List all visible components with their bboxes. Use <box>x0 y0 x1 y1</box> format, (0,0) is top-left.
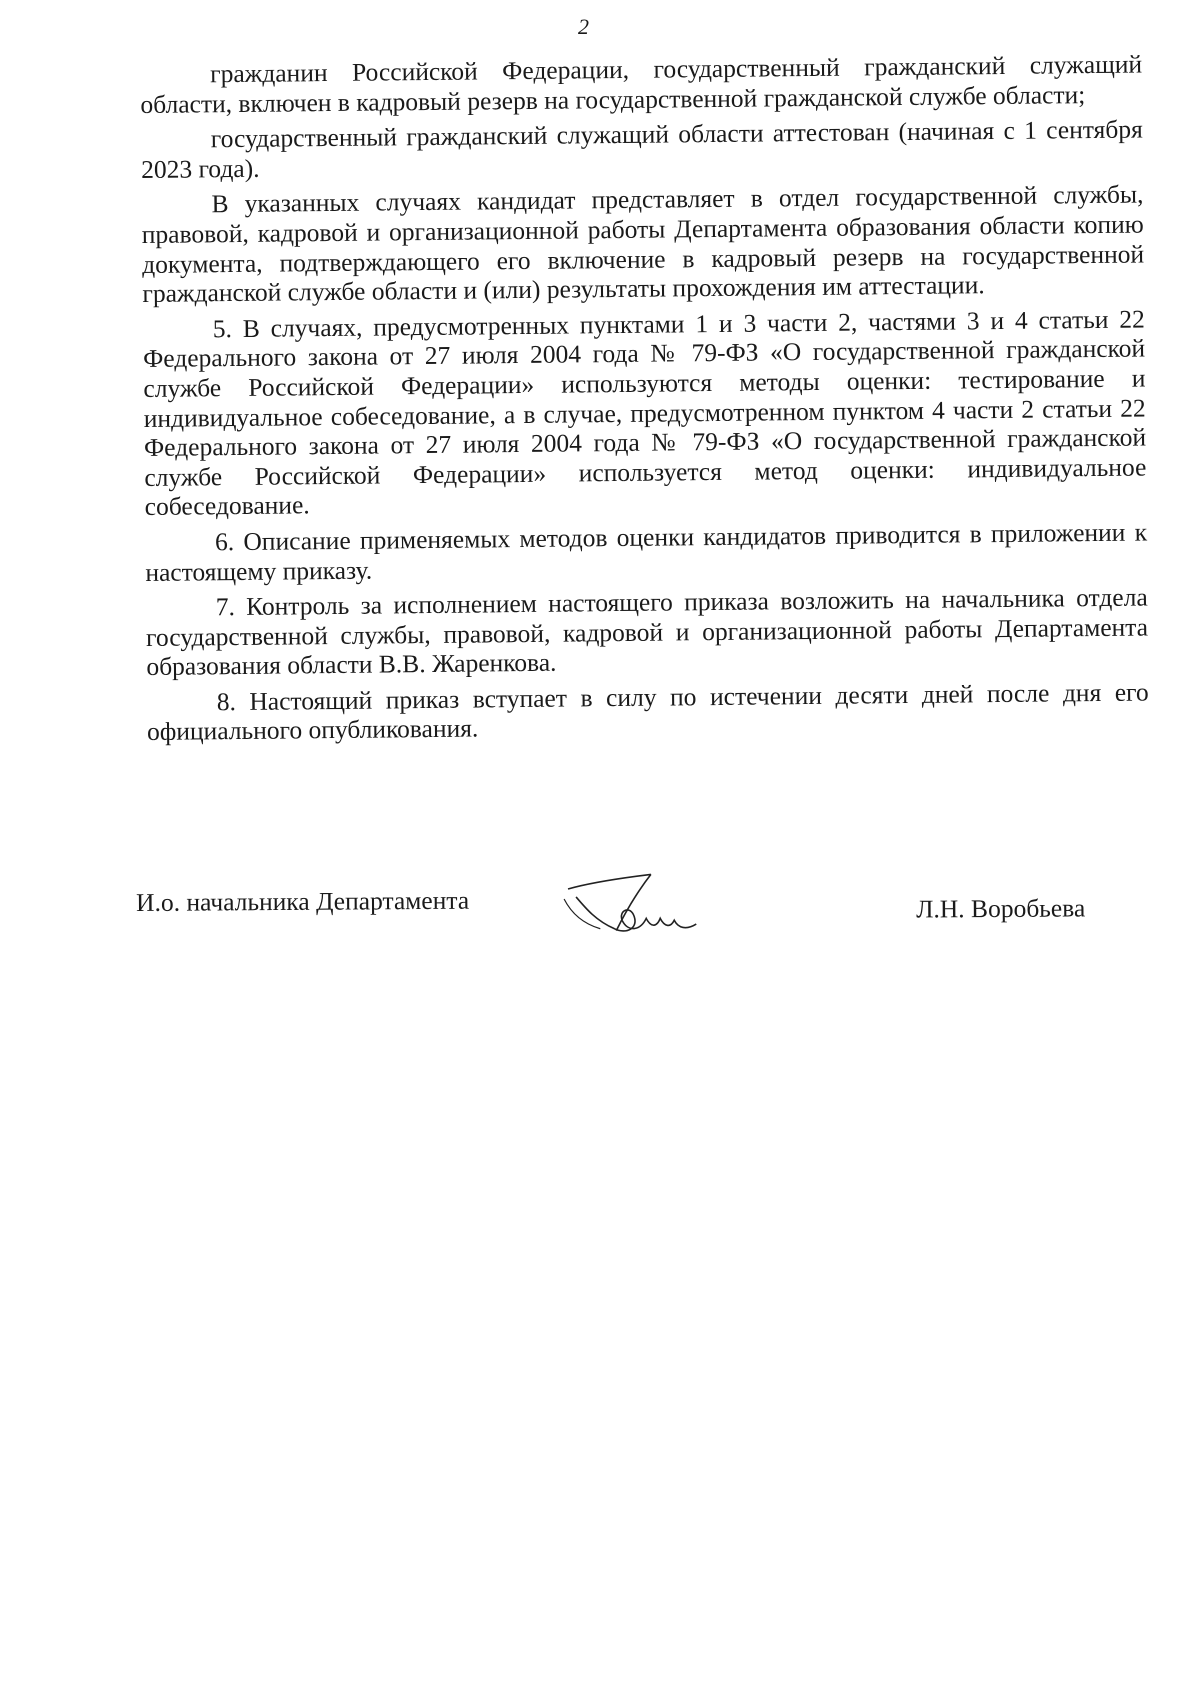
paragraph-1: гражданин Российской Федерации, государственный гражданский служащий области, включен в кадровый резерв на государственной гражданской службе области; <box>140 49 1143 119</box>
document-body <box>140 50 1149 754</box>
paragraph-6: 7. Контроль за исполнением настоящего приказа возложить на начальника отдела государственной службы, правовой, кадровой и организационной работы Департамента образования области В.В. Жаренкова. <box>145 582 1149 682</box>
paragraph-4: 5. В случаях, предусмотренных пунктами 1 и 3 части 2, частями 3 и 4 статьи 22 Федерального закона от 27 июля 2004 года № 79-ФЗ «О государственной гражданской службе Российской Федерации» используются методы оценки: тестирование и индивидуальное собеседование, а в случае, предусмотренном пунктом 4 части 2 статьи 22 Федерального закона от 27 июля 2004 года № 79-ФЗ «О государственной гражданской службе Российской Федерации» используется метод оценки: индивидуальное собеседование. <box>142 304 1147 522</box>
handwritten-signature <box>556 848 707 949</box>
signatory-title: И.о. начальника Департамента <box>136 885 470 917</box>
paragraph-5: 6. Описание применяемых методов оценки кандидатов приводится в приложении к настоящему приказу. <box>145 517 1148 587</box>
page-number: 2 <box>578 14 590 39</box>
paragraph-3: В указанных случаях кандидат представляет в отдел государственной службы, правовой, кадровой и организационной работы Департамента образования области копию документа, подтверждающего его включение в кадровый резерв на государственной гражданской службе области и (или) результаты прохождения им аттестации. <box>141 179 1145 309</box>
paragraph-2: государственный гражданский служащий области аттестован (начиная с 1 сентября 2023 года). <box>140 114 1143 184</box>
paragraph-7: 8. Настоящий приказ вступает в силу по истечении десяти дней после дня его официального опубликования. <box>146 677 1149 747</box>
signatory-name: Л.Н. Воробьева <box>916 893 1086 924</box>
signature-block <box>136 881 1137 988</box>
